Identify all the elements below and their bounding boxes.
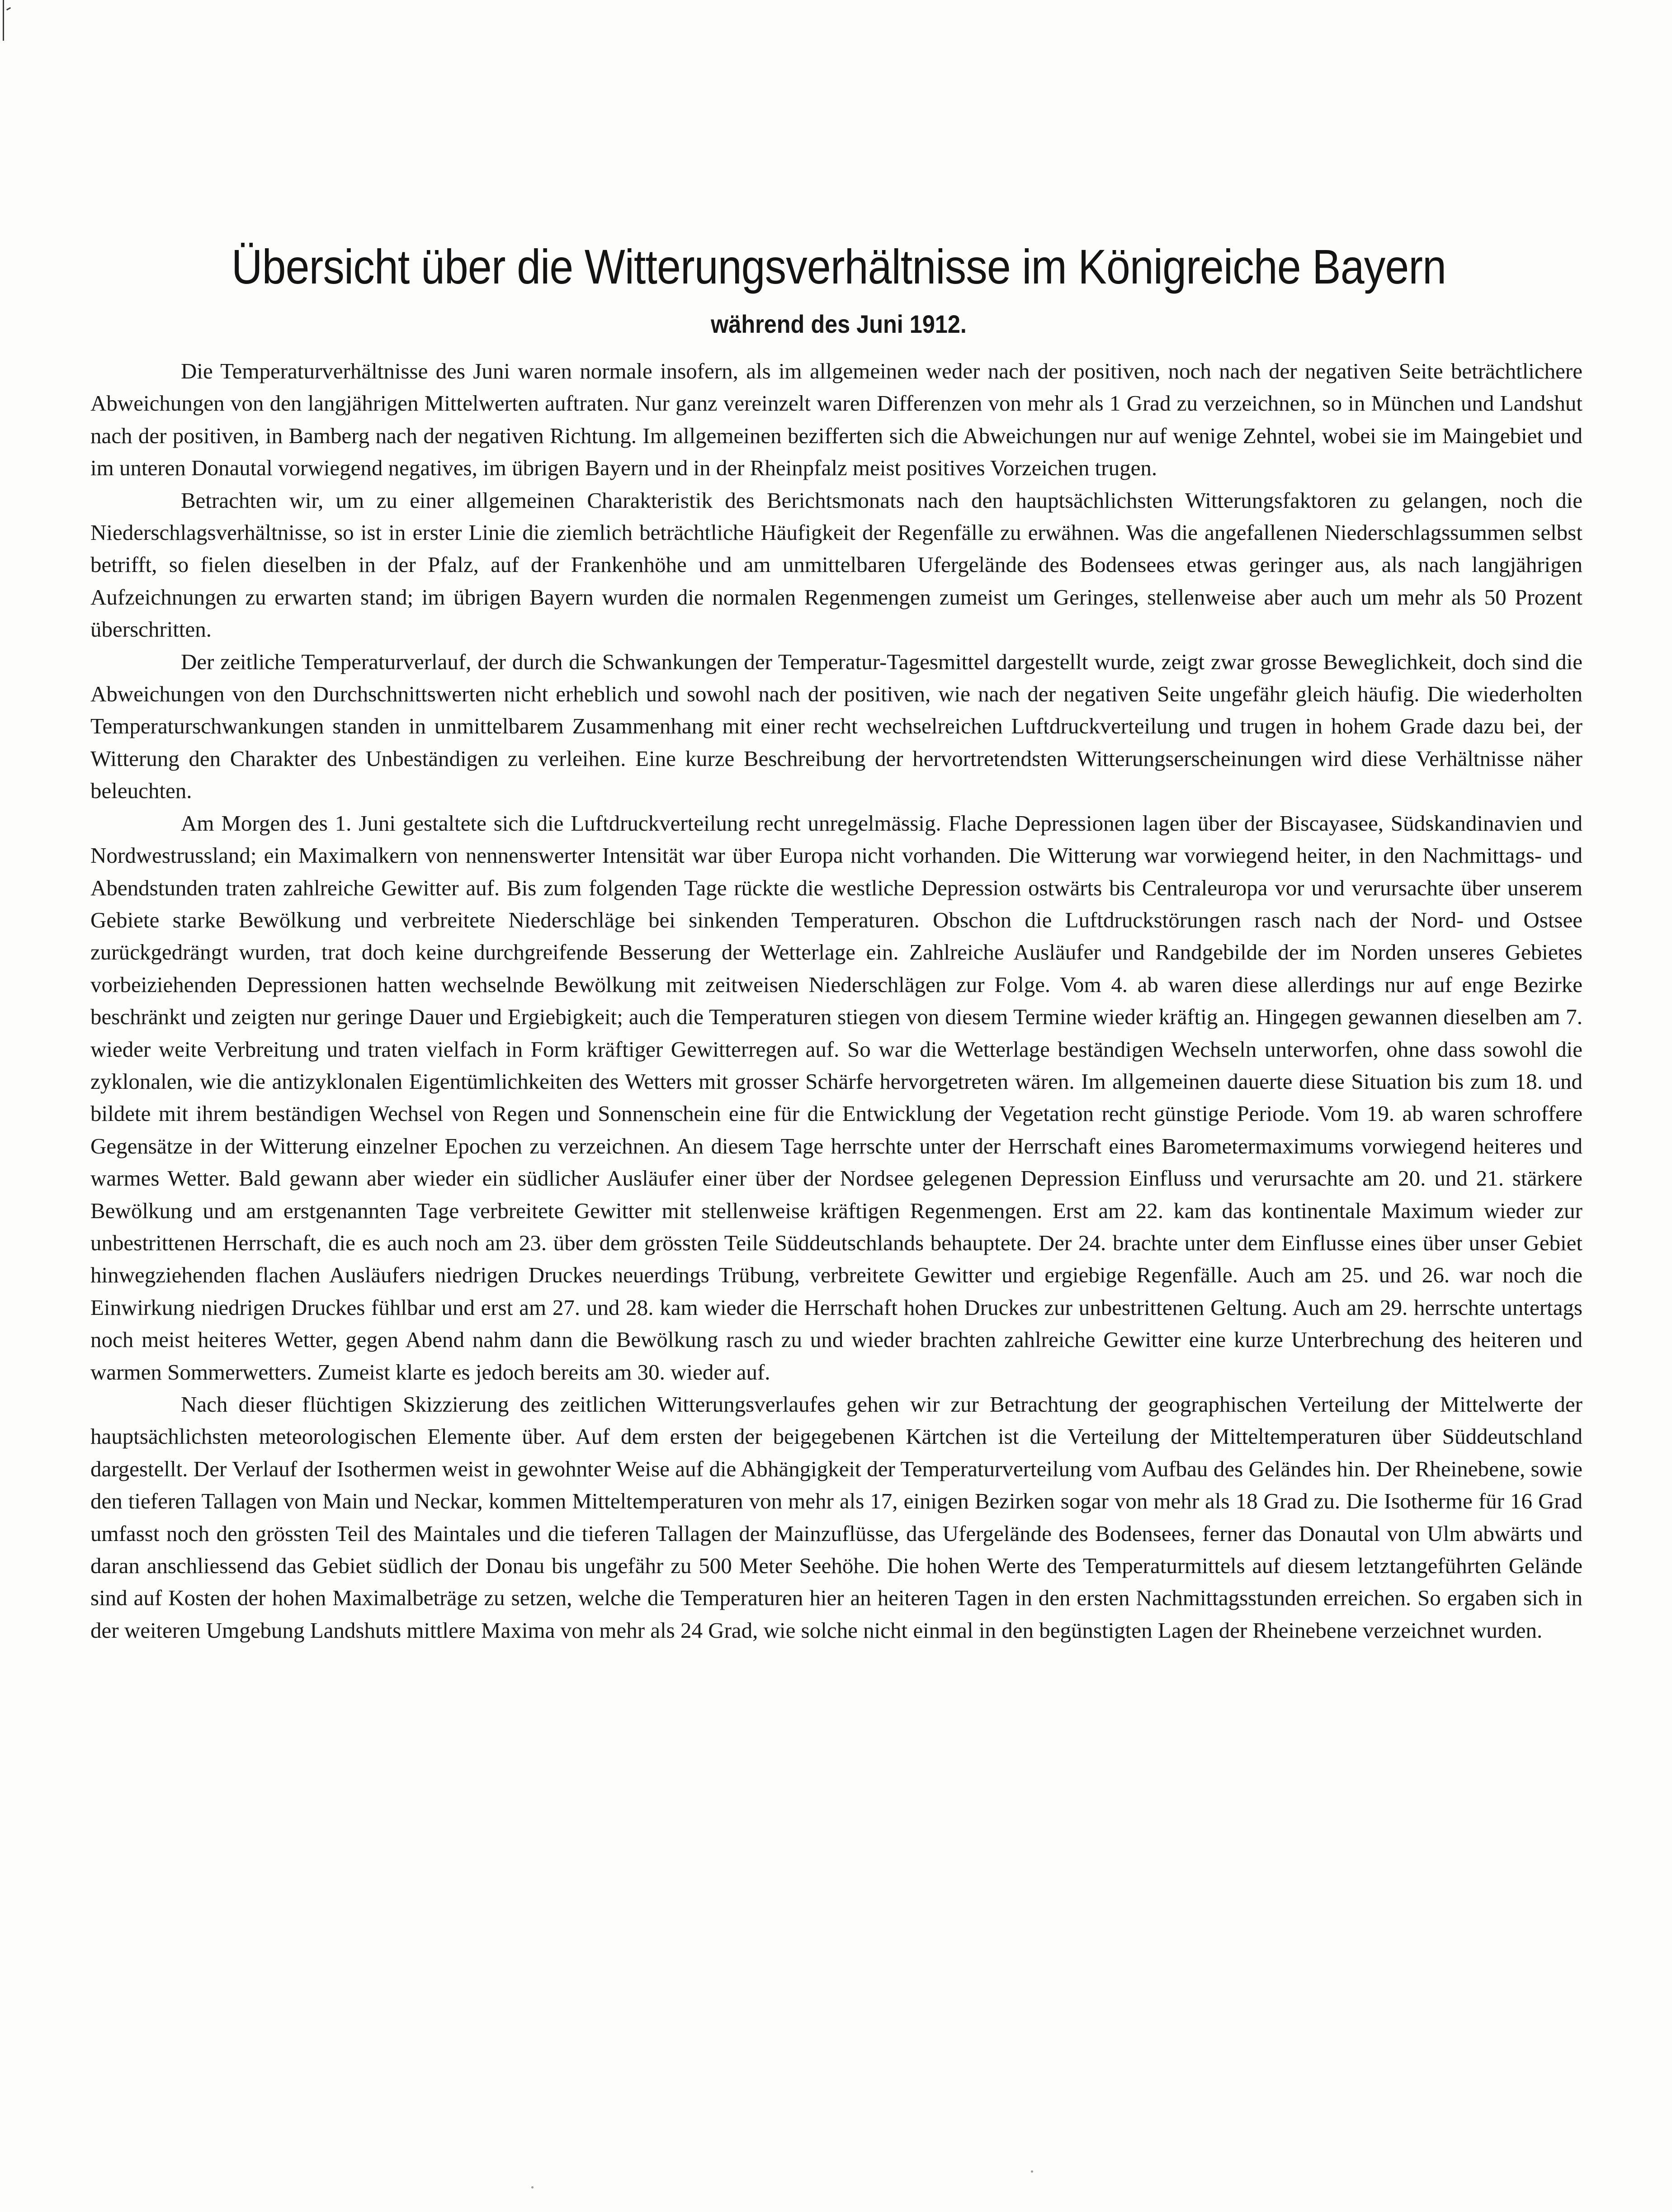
scan-speck xyxy=(531,2186,534,2188)
scan-speck xyxy=(1031,2170,1033,2173)
document-body xyxy=(90,355,1582,1646)
paragraph-precipitation: Betrachten wir, um zu einer allgemeinen Charakteristik des Berichtsmonats nach den hauptsächlichsten Witterungsfaktoren zu gelangen, noch die Niederschlagsverhältnisse, so ist in erster Linie die ziemlich beträchtliche Häufigkeit der Regenfälle zu erwähnen. Was die angefallenen Niederschlagssummen selbst betrifft, so fielen dieselben in der Pfalz, auf der Frankenhöhe und am unmittelbaren Ufergelände des Bodensees etwas geringer aus, als nach langjährigen Aufzeichnungen zu erwarten stand; im übrigen Bayern wurden die normalen Regenmengen zumeist um Geringes, stellenweise aber auch um mehr als 50 Prozent überschritten. xyxy=(90,487,1582,642)
document-title: Übersicht über die Witterungsverhältnisse im Königreiche Bayern xyxy=(231,239,1446,294)
document-header xyxy=(86,237,1592,342)
paragraph-temperature: Die Temperaturverhältnisse des Juni waren normale insofern, als im allgemeinen weder nach der positiven, noch nach der negativen Seite beträchtlichere Abweichungen von den langjährigen Mittelwerten auftraten. Nur ganz vereinzelt waren Differenzen von mehr als 1 Grad zu verzeichnen, so in München und Landshut nach der positiven, in Bamberg nach der negativen Richtung. Im allgemeinen bezifferten sich die Abweichungen nur auf wenige Zehntel, wobei sie im Maingebiet und im unteren Donautal vorwiegend negatives, im übrigen Bayern und in der Rheinpfalz meist positives Vorzeichen trugen. xyxy=(90,359,1582,481)
paragraph-weather-chronology: Am Morgen des 1. Juni gestaltete sich die Luftdruckverteilung recht unregelmässig. Flache Depressionen lagen über der Biscayasee, Südskandinavien und Nordwestrussland; ein Maximalkern von nennenswerter Intensität war über Europa nicht vorhanden. Die Witterung war vorwiegend heiter, in den Nachmittags- und Abendstunden traten zahlreiche Gewitter auf. Bis zum folgenden Tage rückte die westliche Depression ostwärts bis Centraleuropa vor und verursachte über unserem Gebiete starke Bewölkung und verbreitete Niederschläge bei sinkenden Temperaturen. Obschon die Luftdruckstörungen rasch nach der Nord- und Ostsee zurückgedrängt wurden, trat doch keine durchgreifende Besserung der Wetterlage ein. Zahlreiche Ausläufer und Randgebilde der im Norden unseres Gebietes vorbeiziehenden Depressionen hatten wechselnde Bewölkung mit zeitweisen Niederschlägen zur Folge. Vom 4. ab waren diese allerdings nur auf enge Bezirke beschränkt und zeigten nur geringe Dauer und Ergiebigkeit; auch die Temperaturen stiegen von diesem Termine wieder kräftig an. Hingegen gewannen dieselben am 7. wieder weite Verbreitung und traten vielfach in Form kräftiger Gewitterregen auf. So war die Wetterlage beständigen Wechseln unterworfen, ohne dass sowohl die zyklonalen, wie die antizyklonalen Eigentümlichkeiten des Wetters mit grosser Schärfe hervorgetreten wären. Im allgemeinen dauerte diese Situation bis zum 18. und bildete mit ihrem beständigen Wechsel von Regen und Sonnenschein eine für die Entwicklung der Vegetation recht günstige Periode. Vom 19. ab waren schroffere Gegensätze in der Witterung einzelner Epochen zu verzeichnen. An diesem Tage herrschte unter der Herrschaft eines Barometermaximums vorwiegend heiteres und warmes Wetter. Bald gewann aber wieder ein südlicher Ausläufer einer über der Nordsee gelegenen Depression Einfluss und verursachte am 20. und 21. stärkere Bewölkung und am erstgenannten Tage verbreitete Gewitter mit stellenweise kräftigen Regenmengen. Erst am 22. kam das kontinentale Maximum wieder zur unbestrittenen Herrschaft, die es auch noch am 23. über dem grössten Teile Süddeutschlands behauptete. Der 24. brachte unter dem Einflusse eines über unser Gebiet hinwegziehenden flachen Ausläufers niedrigen Druckes neuerdings Trübung, verbreitete Gewitter und ergiebige Regenfälle. Auch am 25. und 26. war noch die Einwirkung niedrigen Druckes fühlbar und erst am 27. und 28. kam wieder die Herrschaft hohen Druckes zur unbestrittenen Geltung. Auch am 29. herrschte untertags noch meist heiteres Wetter, gegen Abend nahm dann die Bewölkung rasch zu und wieder brachten zahlreiche Gewitter eine kurze Unterbrechung des heiteren und warmen Sommerwetters. Zumeist klarte es jedoch bereits am 30. wieder auf. xyxy=(90,810,1582,1385)
paragraph-temperature-course: Der zeitliche Temperaturverlauf, der durch die Schwankungen der Temperatur-Tagesmittel dargestellt wurde, zeigt zwar grosse Beweglichkeit, doch sind die Abweichungen von den Durchschnittswerten nicht erheblich und sowohl nach der positiven, wie nach der negativen Seite ungefähr gleich häufig. Die wiederholten Temperaturschwankungen standen in unmittelbarem Zusammenhang mit einer recht wechselreichen Luftdruckverteilung und trugen in hohem Grade dazu bei, der Witterung den Charakter des Unbeständigen zu verleihen. Eine kurze Beschreibung der hervortretendsten Witterungserscheinungen wird diese Verhältnisse näher beleuchten. xyxy=(90,649,1582,804)
document-subtitle: während des Juni 1912. xyxy=(711,310,967,338)
paragraph-geographic-distribution: Nach dieser flüchtigen Skizzierung des zeitlichen Witterungsverlaufes gehen wir zur Betrachtung der geographischen Verteilung der Mittelwerte der hauptsächlichsten meteorologischen Elemente über. Auf dem ersten der beigegebenen Kärtchen ist die Verteilung der Mitteltemperaturen über Süddeutschland dargestellt. Der Verlauf der Isothermen weist in gewohnter Weise auf die Abhängigkeit der Temperaturverteilung vom Aufbau des Geländes hin. Der Rheinebene, sowie den tieferen Tallagen von Main und Neckar, kommen Mitteltemperaturen von mehr als 17, einigen Bezirken sogar von mehr als 18 Grad zu. Die Isotherme für 16 Grad umfasst noch den grössten Teil des Maintales und die tieferen Tallagen der Mainzuflüsse, das Ufergelände des Bodensees, ferner das Donautal von Ulm abwärts und daran anschliessend das Gebiet südlich der Donau bis ungefähr zu 500 Meter Seehöhe. Die hohen Werte des Temperaturmittels auf diesem letztangeführten Gelände sind auf Kosten der hohen Maximalbeträge zu setzen, welche die Temperaturen hier an heiteren Tagen in den ersten Nachmittagsstunden erreichen. So ergaben sich in der weiteren Umgebung Landshuts mittlere Maxima von mehr als 24 Grad, wie solche nicht einmal in den begünstigten Lagen der Rheinebene verzeichnet wurden. xyxy=(90,1392,1582,1643)
page-edge-mark xyxy=(3,0,4,41)
page-edge-tick xyxy=(6,7,11,11)
